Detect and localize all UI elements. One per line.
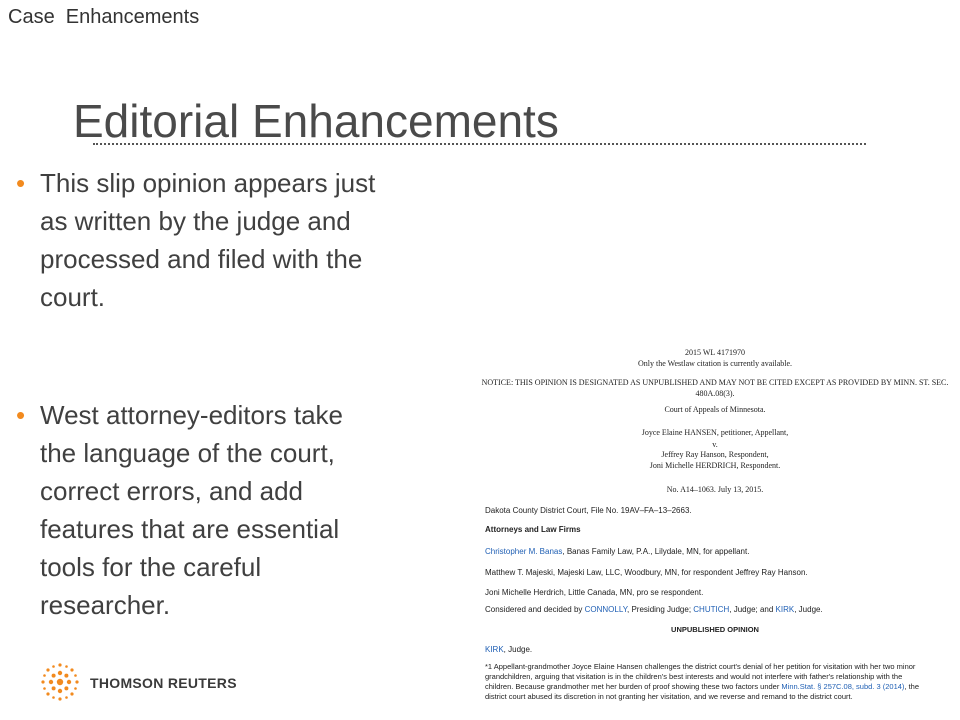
- doc-district: Dakota County District Court, File No. 19AV–FA–13–2663.: [485, 506, 692, 515]
- bullet-list: [16, 164, 461, 624]
- bullet-line: West attorney-editors take: [40, 400, 343, 430]
- attorney-link[interactable]: Christopher M. Banas: [485, 547, 563, 556]
- statute-link[interactable]: Minn.Stat. § 257C.08, subd. 3 (2014): [781, 682, 905, 691]
- section-label: Case Enhancements: [8, 6, 200, 28]
- doc-attorney1: Christopher M. Banas, Banas Family Law, P.A., Lilydale, MN, for appellant.: [485, 547, 750, 556]
- bullet-line: correct errors, and add: [40, 476, 304, 506]
- judge-link[interactable]: CONNOLLY: [584, 605, 628, 614]
- judge-link[interactable]: CHUTICH: [693, 605, 730, 614]
- bullet-line: This slip opinion appears just: [40, 168, 376, 198]
- bullet-line: processed and filed with the: [40, 244, 363, 274]
- bullet-dot-icon: •: [16, 400, 26, 430]
- doc-firms-heading: Attorneys and Law Firms: [485, 525, 581, 534]
- doc-versus: v.: [712, 440, 718, 449]
- bullet-dot-icon: •: [16, 168, 26, 198]
- doc-party-respondent1: Jeffrey Ray Hanson, Respondent,: [661, 450, 769, 459]
- doc-opinion-heading: UNPUBLISHED OPINION: [671, 625, 759, 634]
- doc-decided-by: Considered and decided by CONNOLLY, Presiding Judge; CHUTICH, Judge; and KIRK, Judge.: [485, 605, 823, 614]
- bullet-line: tools for the careful: [40, 552, 262, 582]
- case-document-image: [478, 340, 952, 708]
- judge-link[interactable]: KIRK: [485, 645, 504, 654]
- bullet-item-slip-opinion: [16, 164, 461, 316]
- bullet-line: the language of the court,: [40, 438, 335, 468]
- doc-body-line3: children. Because grandmother met her burden of proof showing these two factors under Minn.Stat. § 257C.08, subd. 3 (2014), the: [485, 682, 920, 691]
- doc-body-line1: *1 Appellant-grandmother Joyce Elaine Hansen challenges the district court's denial of her petition for visitation with her two minor: [485, 662, 916, 671]
- doc-availability: Only the Westlaw citation is currently available.: [637, 359, 793, 368]
- doc-attorney3: Joni Michelle Herdrich, Little Canada, MN, pro se respondent.: [485, 588, 704, 597]
- thomson-reuters-logo-icon: [38, 660, 82, 704]
- title-divider: [93, 143, 866, 145]
- doc-party-respondent2: Joni Michelle HERDRICH, Respondent.: [649, 461, 781, 470]
- doc-party-appellant: Joyce Elaine HANSEN, petitioner, Appellant,: [641, 428, 789, 437]
- slide-title: Editorial Enhancements: [73, 95, 559, 147]
- doc-attorney2: Matthew T. Majeski, Majeski Law, LLC, Woodbury, MN, for respondent Jeffrey Ray Hanson.: [485, 568, 808, 577]
- bullet-line: court.: [40, 282, 106, 312]
- doc-docket: No. A14–1063. July 13, 2015.: [666, 485, 764, 494]
- bullet-line: features that are essential: [40, 514, 340, 544]
- doc-notice-line1: NOTICE: THIS OPINION IS DESIGNATED AS UNPUBLISHED AND MAY NOT BE CITED EXCEPT AS PROVIDED BY MINN. ST. SEC.: [481, 378, 949, 387]
- judge-link[interactable]: KIRK: [775, 605, 795, 614]
- doc-citation: 2015 WL 4171970: [685, 348, 745, 357]
- company-logo-text: THOMSON REUTERS: [90, 675, 237, 691]
- bullet-line: as written by the judge and: [40, 206, 351, 236]
- doc-notice-line2: 480A.08(3).: [695, 389, 735, 398]
- bullet-item-west-editors: [16, 396, 461, 624]
- doc-court: Court of Appeals of Minnesota.: [664, 405, 766, 414]
- doc-author: KIRK, Judge.: [485, 645, 533, 654]
- doc-body-line4: district court abused its discretion in not granting her visitation, and we reverse and remand to the district court.: [485, 692, 853, 701]
- bullet-line: researcher.: [40, 590, 171, 620]
- doc-body-line2: grandchildren, arguing that visitation is in the children's best interests and would not interfere with father's relationship with the: [485, 672, 903, 681]
